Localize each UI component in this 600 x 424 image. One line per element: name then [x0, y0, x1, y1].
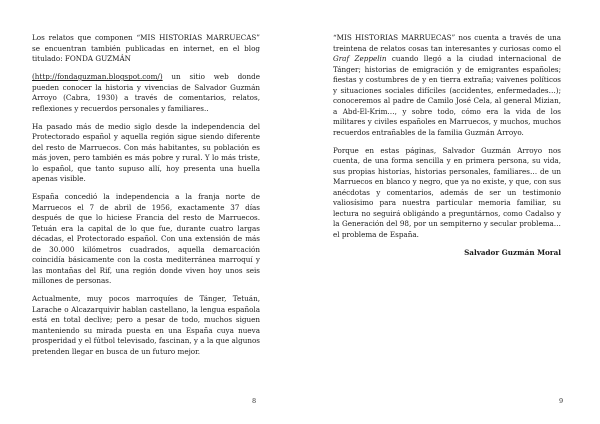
right-paragraph-2: Porque en estas páginas, Salvador Guzmán Arroyo nos cuenta, de una forma sencilla y en primera persona, su vida, sus propias historias, historias personales, familiares… de un Marruecos en blanco y negro, que ya no existe, y que, con sus anécdotas y comentarios, además de ser un testimonio valiosísimo para nuestra particular memoria familiar, su lectura no seguirá obligándo a preguntárnos, como Cadalso y la Generación del 98, por un sempiterno y secular problema… el problema de España. — [333, 145, 561, 239]
author-signature: Salvador Guzmán Moral — [464, 247, 561, 257]
right-paragraph-1-start: “MIS HISTORIAS MARRUECAS” nos cuenta a través de una treintena de relatos cosas tan interesantes y curiosas como el — [333, 33, 561, 53]
right-page-number: 9 — [559, 397, 564, 405]
left-paragraph-4: España concedió la independencia a la franja norte de Marruecos el 7 de abril de 1956, exactamente 37 días después de que lo hiciese Francia del resto de Marruecos. Tetuán era la capital de lo que fue, durante cuatro largas décadas, el Protectorado español. Con una extensión de más de 30.000 kilómetros cuadrados, aquella demarcación coincidía básicamente con la costa mediterránea marroquí y las montañas del Rif, una región donde viven hoy unos seis millones de personas. — [32, 192, 260, 285]
blog-link[interactable]: (http://fondaguzman.blogspot.com/) — [32, 72, 163, 81]
right-page — [300, 0, 600, 424]
left-paragraph-2 — [32, 72, 260, 114]
graf-zeppelin-italic: Graf Zeppelin — [333, 54, 387, 63]
left-paragraph-1: Los relatos que componen “MIS HISTORIAS MARRUECAS” se encuentran también publicadas en internet, en el blog titulado: FONDA GUZMÁN — [32, 33, 260, 63]
left-page-number: 8 — [252, 397, 257, 405]
left-paragraph-3: Ha pasado más de medio siglo desde la independencia del Protectorado español y aquella región sigue siendo diferente del resto de Marruecos. Con más habitantes, su población es más joven, pero también es más pobre y rural. Y lo más triste, lo español, que tanto supuso allí, hoy presenta una huella apenas visible. — [32, 121, 260, 183]
right-text-column — [333, 33, 561, 266]
right-paragraph-1 — [333, 33, 561, 138]
left-paragraph-5: Actualmente, muy pocos marroquíes de Tánger, Tetuán, Larache o Alcazarquivir hablan castellano, la lengua española está en total declive; pero a pesar de todo, muchos siguen manteniendo su mirada puesta en una España cuya nueva prosperidad y el fútbol televisado, fascinan, y a la que algunos pretenden llegar en busca de un futuro mejor. — [32, 294, 260, 356]
left-paragraph-2-text: un sitio web donde pueden conocer la historia y vivencias de Salvador Guzmán Arroyo (Cabra, 1930) a través de comentarios, relatos, reflexiones y recuerdos personales y familiares.. — [32, 72, 260, 113]
right-paragraph-1-end: cuando llegó a la ciudad internacional de Tánger; historias de emigración y de emigrantes españoles; fiestas y costumbres de y en tierra extraña; vaivenes políticos y situaciones sociales difíciles (accidentes, enfermedades…); conoceremos al padre de Camilo José Cela, al general Mizian, a Abd-El-Krim…, y sobre todo, cómo era la vida de los militares y civiles españoles en Marruecos, y muchos, muchos recuerdos entrañables de la familia Guzmán Arroyo. — [333, 54, 562, 137]
left-text-column — [32, 33, 260, 365]
